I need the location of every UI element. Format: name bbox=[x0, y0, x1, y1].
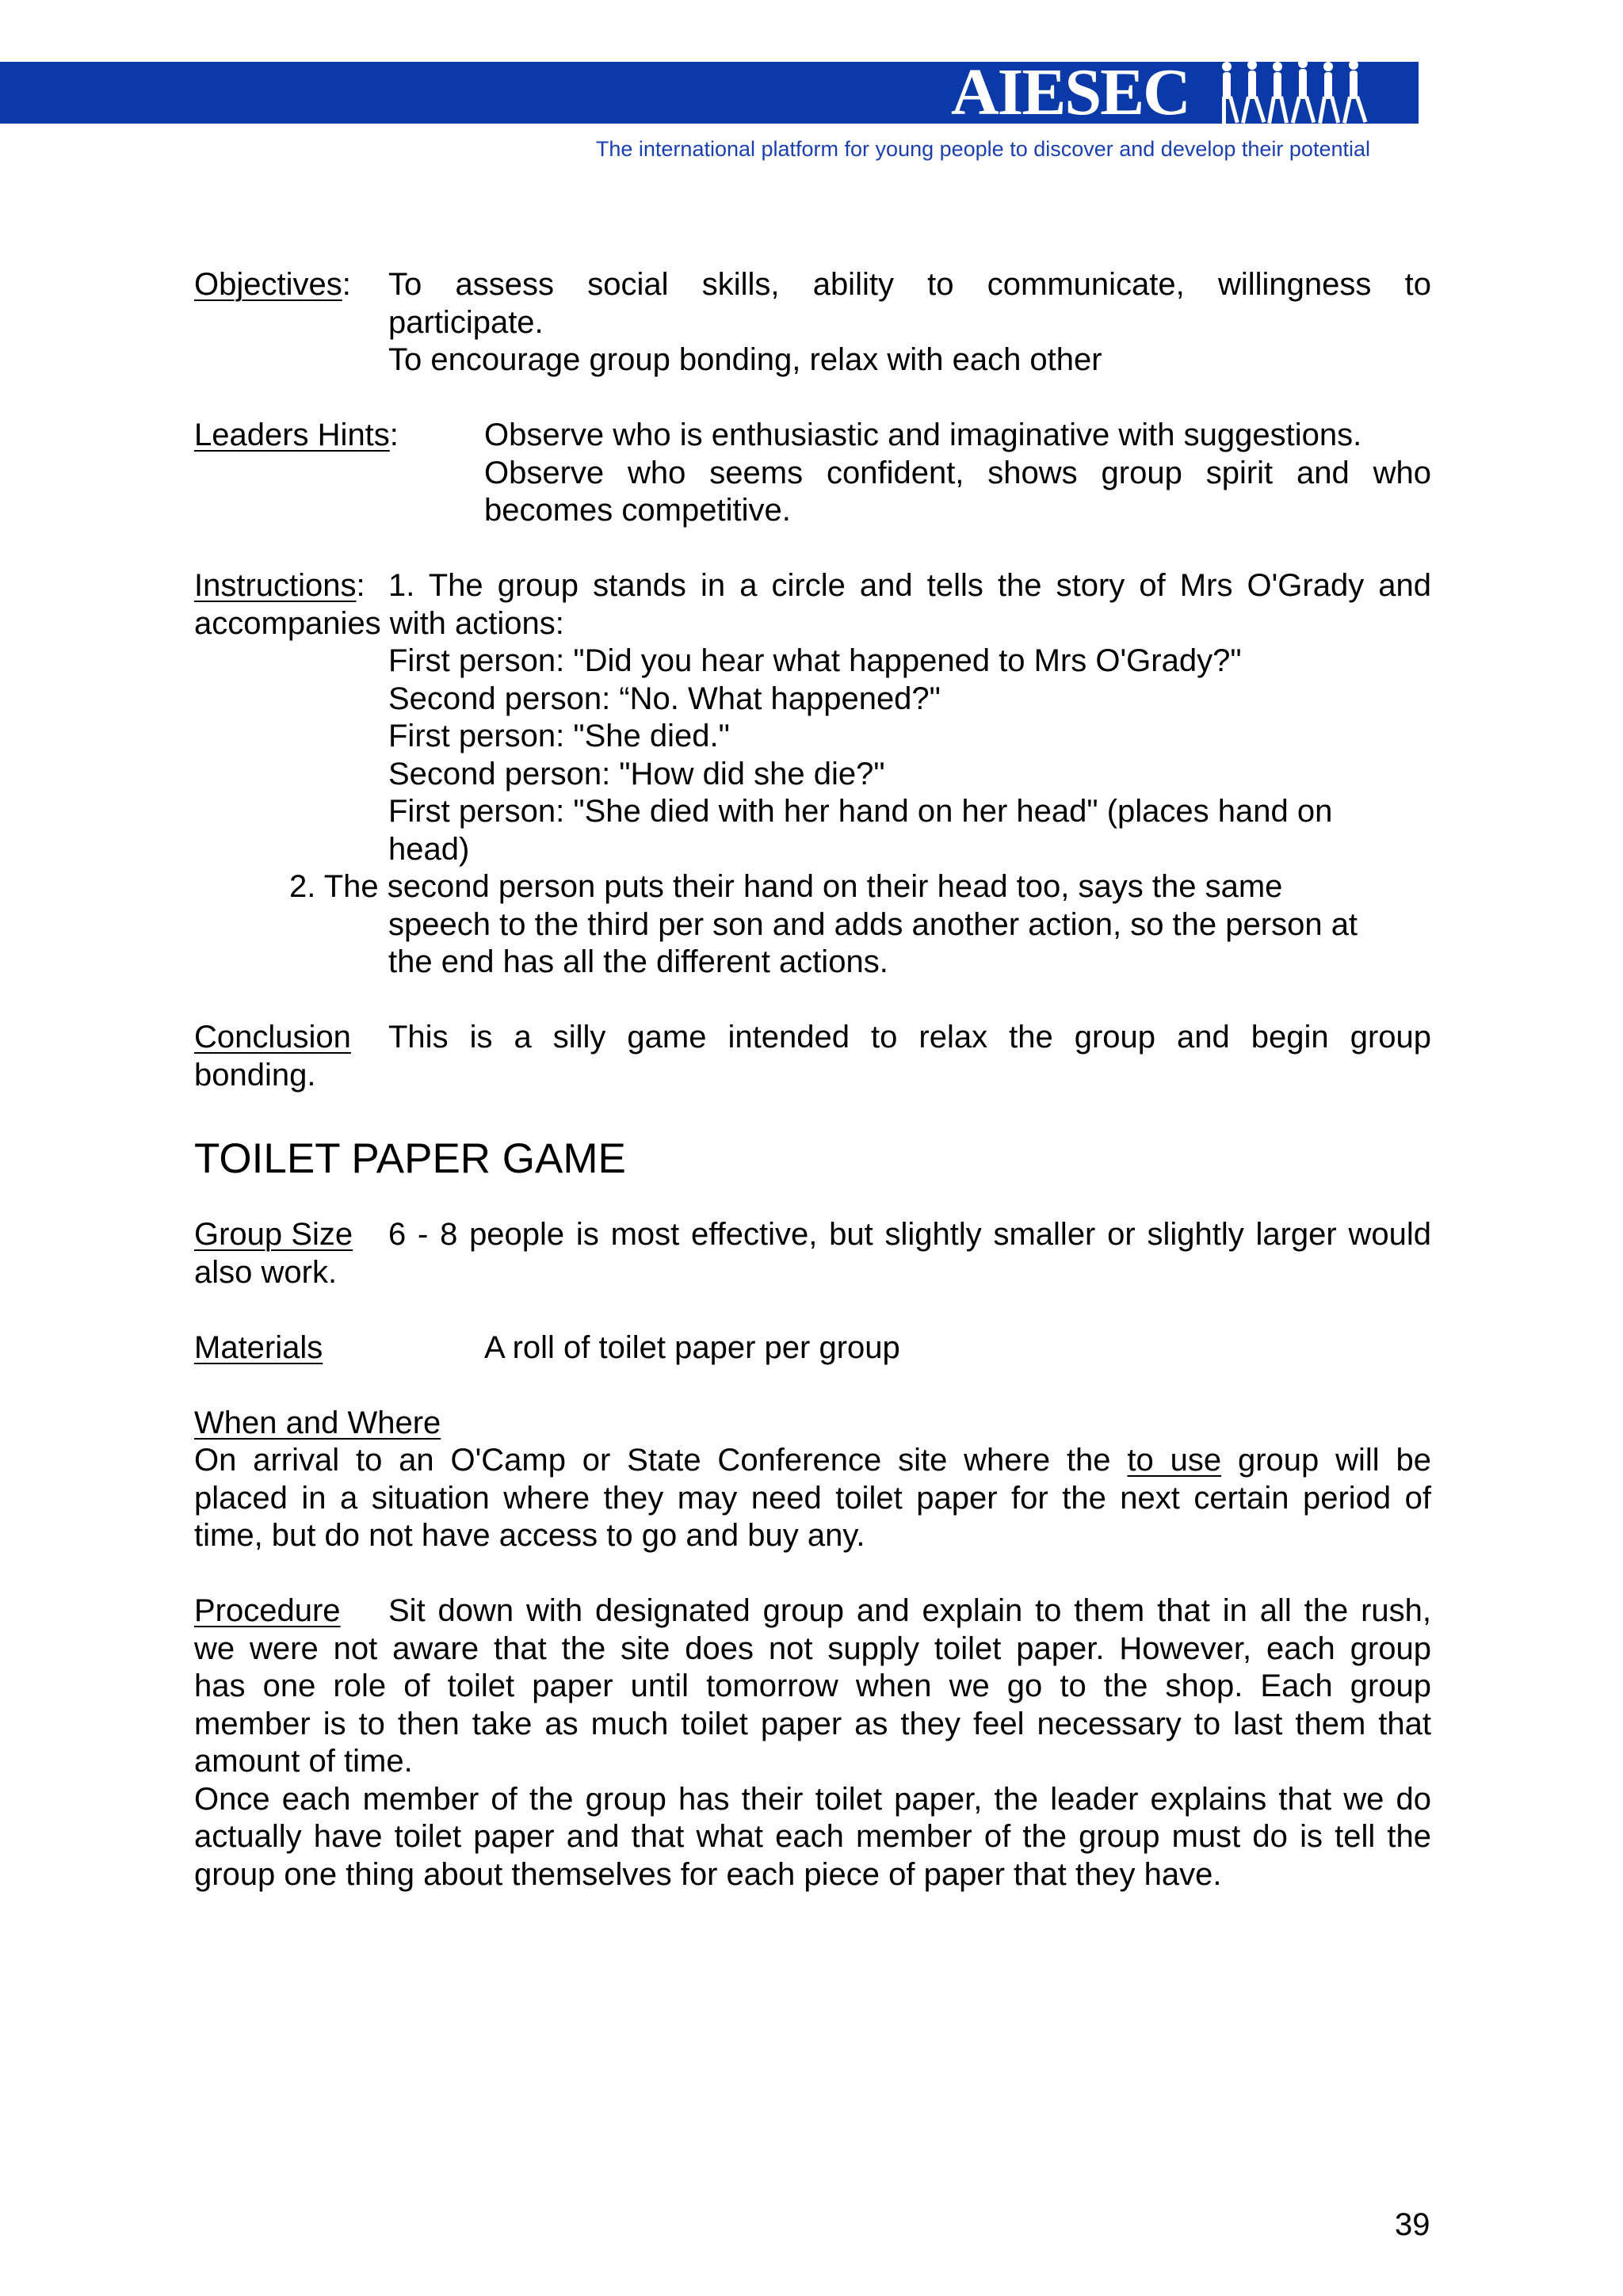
when-where-line2: placed in a situation where they may need toilet paper for the next certain period of bbox=[194, 1480, 1431, 1516]
leaders-hints-section: Leaders Hints: Observe who is enthusiastic and imaginative with suggestions. Observe who seems confident, shows group spirit and who becomes competitive. bbox=[194, 417, 1431, 530]
conclusion-label: Conclusion bbox=[194, 1020, 351, 1055]
dialogue-line: First person: "She died." bbox=[388, 719, 730, 753]
procedure-line: member is to then take as much toilet paper as they feel necessary to last them that bbox=[194, 1706, 1431, 1741]
instructions-line1: 1. The group stands in a circle and tells the story of Mrs O'Grady and bbox=[388, 568, 1431, 603]
objectives-line2: participate. bbox=[388, 304, 544, 340]
dialogue-line: head) bbox=[388, 831, 470, 867]
procedure-line: amount of time. bbox=[194, 1744, 413, 1779]
when-where-line1: On arrival to an O'Camp or State Conference site where the to use group will be bbox=[194, 1443, 1431, 1478]
procedure-line: we were not aware that the site does not supply toilet paper. However, each group bbox=[194, 1630, 1431, 1666]
procedure-line: group one thing about themselves for each piece of paper that they have. bbox=[194, 1856, 1222, 1892]
instructions-label: Instructions bbox=[194, 568, 357, 603]
dialogue-line: Second person: "How did she die?" bbox=[388, 756, 885, 791]
leaders-hints-line1: Observe who is enthusiastic and imaginative with suggestions. bbox=[484, 418, 1362, 452]
group-size-section bbox=[194, 1216, 1431, 1291]
page-number: 39 bbox=[1395, 2207, 1430, 2242]
objectives-label: Objectives bbox=[194, 267, 342, 302]
objectives-section: Objectives: To assess social skills, ability to communicate, willingness to participate. To encourage group bonding, relax with each other bbox=[194, 266, 1431, 379]
dialogue-line: Second person: “No. What happened?" bbox=[388, 681, 941, 716]
when-where-section bbox=[194, 1405, 1431, 1555]
materials-section bbox=[194, 1329, 1431, 1367]
procedure-section bbox=[194, 1592, 1431, 1894]
conclusion-section bbox=[194, 1019, 1431, 1094]
dialogue-line: First person: "Did you hear what happened to Mrs O'Grady?" bbox=[388, 643, 1242, 678]
tagline: The international platform for young people to discover and develop their potential bbox=[595, 137, 1370, 161]
dialogue-line: First person: "She died with her hand on her head" (places hand on bbox=[388, 794, 1333, 829]
materials-text: A roll of toilet paper per group bbox=[484, 1329, 900, 1365]
objectives-line3: To encourage group bonding, relax with each other bbox=[388, 342, 1102, 377]
group-size-line2: also work. bbox=[194, 1254, 338, 1290]
objectives-line1: To assess social skills, ability to communicate, willingness to bbox=[388, 267, 1431, 302]
procedure-line: Once each member of the group has their toilet paper, the leader explains that we do bbox=[194, 1781, 1431, 1817]
logo-text: AIESEC bbox=[951, 55, 1190, 129]
leaders-hints-line3: becomes competitive. bbox=[484, 493, 791, 528]
leaders-hints-label: Leaders Hints bbox=[194, 418, 390, 452]
when-where-label: When and Where bbox=[194, 1405, 441, 1440]
procedure-label: Procedure bbox=[194, 1593, 341, 1628]
procedure-line: Sit down with designated group and explain to them that in all the rush, bbox=[388, 1593, 1431, 1628]
walking-people-icon bbox=[1220, 59, 1379, 127]
instructions-line2: accompanies with actions: bbox=[194, 605, 564, 641]
procedure-line: actually have toilet paper and that what each member of the group must do is tell the bbox=[194, 1819, 1431, 1854]
when-where-line3: time, but do not have access to go and buy any. bbox=[194, 1518, 865, 1553]
toilet-paper-game-heading: TOILET PAPER GAME bbox=[194, 1135, 626, 1182]
group-size-line1: 6 - 8 people is most effective, but slightly smaller or slightly larger would bbox=[388, 1217, 1431, 1252]
leaders-hints-line2: Observe who seems confident, shows group spirit and who bbox=[484, 455, 1431, 490]
step2-line3: the end has all the different actions. bbox=[388, 944, 888, 979]
aiesec-logo bbox=[951, 55, 1379, 129]
conclusion-line1: This is a silly game intended to relax the group and begin group bbox=[388, 1020, 1431, 1055]
step2-line2: speech to the third per son and adds another action, so the person at bbox=[388, 906, 1358, 942]
procedure-line: has one role of toilet paper until tomorrow when we go to the shop. Each group bbox=[194, 1669, 1431, 1703]
group-size-label: Group Size bbox=[194, 1217, 353, 1252]
conclusion-line2: bonding. bbox=[194, 1057, 316, 1093]
instructions-section: Instructions: 1. The group stands in a circle and tells the story of Mrs O'Grady and accompanies with actions: First person: "Did you hear what happened to Mrs O'Grady?" Second person: “No. What happened?" First person: "She died." Second person: "How did she die?" First person: "She died with her hand on her head" (places hand on head) 2. The second person puts their hand on their head too, says the same speech to the third per son and adds another action, so the person at the end has all the different actions. bbox=[194, 567, 1431, 982]
materials-label: Materials bbox=[194, 1329, 323, 1365]
document-body bbox=[194, 266, 1431, 1894]
step2-line1: 2. The second person puts their hand on their head too, says the same bbox=[289, 869, 1283, 904]
